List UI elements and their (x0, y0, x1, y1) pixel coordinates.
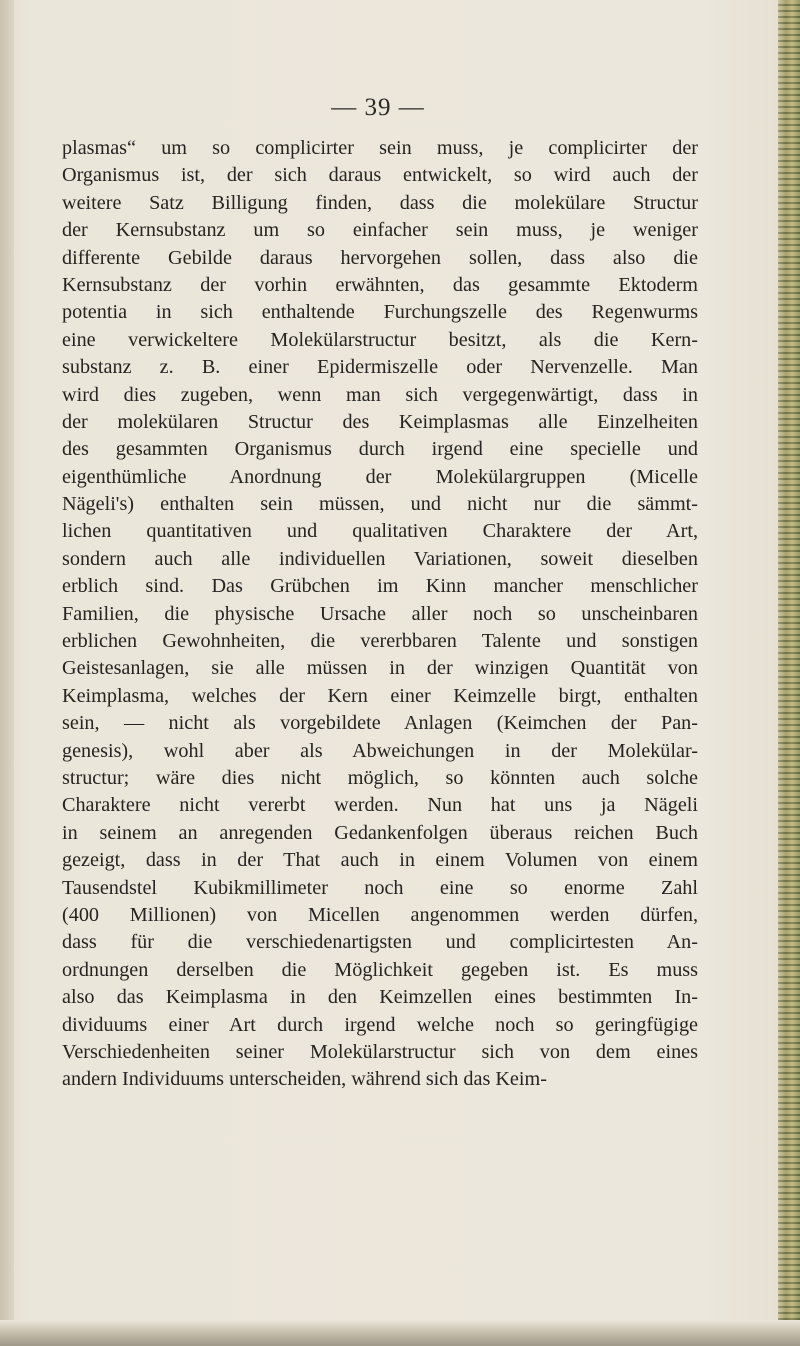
page-gutter (0, 0, 14, 1346)
text-line: erblichen Gewohnheiten, die vererbbaren Talente und sonstigen (62, 630, 698, 653)
text-line: dass für die verschiedenartigsten und complicirtesten An- (62, 931, 698, 954)
text-line: weitere Satz Billigung finden, dass die molekülare Structur (62, 191, 698, 214)
text-line: Keimplasma, welches der Kern einer Keimzelle birgt, enthalten (62, 684, 698, 707)
text-line: Tausendstel Kubikmillimeter noch eine so enorme Zahl (62, 876, 698, 899)
text-line: (400 Millionen) von Micellen angenommen werden dürfen, (62, 903, 698, 926)
text-line: in seinem an anregenden Gedankenfolgen überaus reichen Buch (62, 821, 698, 844)
text-line: sein, — nicht als vorgebildete Anlagen (Keimchen der Pan- (62, 712, 698, 735)
text-line: Kernsubstanz der vorhin erwähnten, das gesammte Ektoderm (62, 273, 698, 296)
page-edge-right (778, 0, 800, 1320)
text-line: ordnungen derselben die Möglichkeit gegeben ist. Es muss (62, 958, 698, 981)
text-line: substanz z. B. einer Epidermiszelle oder Nervenzelle. Man (62, 356, 698, 379)
text-line: eigenthümliche Anordnung der Molekülargruppen (Micelle (62, 465, 698, 488)
text-line: dividuums einer Art durch irgend welche noch so geringfügige (62, 1013, 698, 1036)
text-line: also das Keimplasma in den Keimzellen eines bestimmten In- (62, 986, 698, 1009)
text-line: Charaktere nicht vererbt werden. Nun hat uns ja Nägeli (62, 794, 698, 817)
page-number: — 39 — (331, 94, 425, 121)
text-line: Nägeli's) enthalten sein müssen, und nicht nur die sämmt- (62, 493, 698, 516)
text-line: Verschiedenheiten seiner Molekülarstructur sich von dem eines (62, 1040, 698, 1063)
body-text (62, 135, 698, 1094)
text-line: gezeigt, dass in der That auch in einem Volumen von einem (62, 849, 698, 872)
page-bottom-shadow (0, 1320, 800, 1346)
text-line: erblich sind. Das Grübchen im Kinn mancher menschlicher (62, 575, 698, 598)
text-line: der Kernsubstanz um so einfacher sein muss, je weniger (62, 219, 698, 242)
text-line: wird dies zugeben, wenn man sich vergegenwärtigt, dass in (62, 383, 698, 406)
text-line: der molekülaren Structur des Keimplasmas alle Einzelheiten (62, 410, 698, 433)
text-line: Geistesanlagen, sie alle müssen in der winzigen Quantität von (62, 657, 698, 680)
text-line: plasmas“ um so complicirter sein muss, je complicirter der (62, 137, 698, 159)
text-line: structur; wäre dies nicht möglich, so könnten auch solche (62, 766, 698, 789)
text-line: Familien, die physische Ursache aller noch so unscheinbaren (62, 602, 698, 625)
text-line: potentia in sich enthaltende Furchungszelle des Regenwurms (62, 301, 698, 324)
text-line: eine verwickeltere Molekülarstructur besitzt, als die Kern- (62, 328, 698, 351)
text-line: sondern auch alle individuellen Variationen, soweit dieselben (62, 547, 698, 570)
text-line: des gesammten Organismus durch irgend eine specielle und (62, 438, 698, 461)
text-line: genesis), wohl aber als Abweichungen in der Molekülar- (62, 739, 698, 762)
text-line: differente Gebilde daraus hervorgehen sollen, dass also die (62, 246, 698, 269)
text-line: andern Individuums unterscheiden, während sich das Keim- (62, 1068, 547, 1091)
text-line: lichen quantitativen und qualitativen Charaktere der Art, (62, 520, 698, 543)
text-line: Organismus ist, der sich daraus entwickelt, so wird auch der (62, 164, 698, 187)
